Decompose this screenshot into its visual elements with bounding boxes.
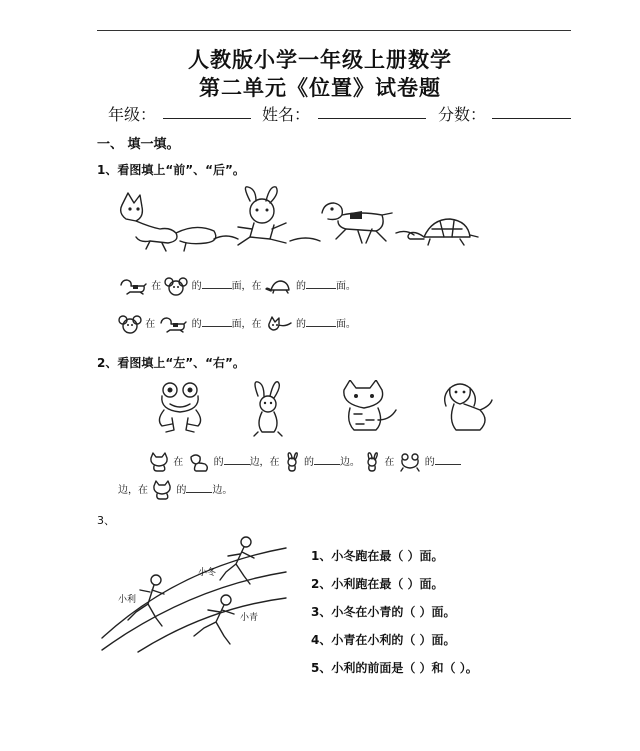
q2-row1 [148, 452, 461, 472]
q3-runners-illustration [98, 528, 290, 654]
puppy-figure [445, 384, 492, 430]
frog-figure [159, 383, 200, 432]
top-rule [97, 30, 571, 31]
puppy-icon [186, 452, 210, 472]
answer-blank[interactable] [224, 455, 250, 465]
q3-item-2: 2、小利跑在最（ ）面。 [311, 577, 444, 591]
bian-text: 边。 [339, 457, 360, 468]
q2-animals-illustration [150, 380, 510, 440]
answer-blank[interactable] [306, 317, 336, 327]
answer-blank[interactable] [186, 483, 212, 493]
de-text: 的 [213, 457, 224, 468]
score-blank[interactable] [492, 118, 571, 119]
name-label: 姓名： [262, 105, 311, 124]
mouse-icon [164, 276, 188, 296]
q3-item-3: 3、小冬在小青的（ ）面。 [311, 605, 456, 619]
mian-text: 面。 [335, 319, 356, 330]
fox-figure [121, 193, 216, 251]
cat-figure [344, 380, 396, 430]
cat-icon [148, 452, 170, 472]
zai-text: 在 [151, 281, 162, 292]
de-text: 的 [176, 485, 187, 496]
mian-text: 面。 [335, 281, 356, 292]
q2-row2 [118, 480, 232, 500]
rabbit-figure [238, 187, 286, 245]
label-xiaoqing: 小青 [240, 613, 259, 623]
zai-text: 在 [173, 457, 184, 468]
mouse-icon [118, 314, 142, 334]
turtle-figure [408, 219, 478, 245]
q1-row2 [118, 314, 356, 334]
mian-text: 面，在 [231, 319, 262, 330]
bian-text: 边。 [212, 485, 233, 496]
answer-blank[interactable] [306, 279, 336, 289]
q1-row1 [118, 276, 356, 296]
runner-xiaodong [220, 537, 254, 584]
de-text: 的 [295, 319, 306, 330]
answer-blank[interactable] [202, 279, 232, 289]
frog-icon [398, 452, 422, 472]
de-text: 的 [295, 281, 306, 292]
answer-blank[interactable] [202, 317, 232, 327]
mian-text: 面，在 [231, 281, 262, 292]
page-subtitle: 第二单元《位置》试卷题 [199, 75, 441, 100]
answer-blank[interactable] [435, 455, 461, 465]
zai-text: 在 [145, 319, 156, 330]
question-2-title: 2、看图填上“左”、“右”。 [97, 356, 245, 370]
bian-text: 边，在 [249, 457, 280, 468]
fox-icon [265, 315, 293, 333]
question-1-title: 1、看图填上“前”、“后”。 [97, 163, 245, 177]
page-title: 人教版小学一年级上册数学 [188, 47, 452, 72]
rabbit-icon [363, 452, 381, 472]
cat-icon [151, 480, 173, 500]
dog-icon [158, 315, 188, 333]
grade-blank[interactable] [163, 118, 251, 119]
score-label: 分数： [438, 105, 487, 124]
de-text: 的 [424, 457, 435, 468]
grade-label: 年级： [108, 105, 157, 124]
dog-icon [118, 277, 148, 295]
section-heading: 一、 填一填。 [97, 137, 180, 152]
de-text: 的 [191, 281, 202, 292]
q3-item-5: 5、小利的前面是（ ）和（ ）。 [311, 661, 478, 675]
dog-figure [322, 203, 392, 243]
zai-text: 在 [384, 457, 395, 468]
question-3-number: 3、 [97, 514, 115, 527]
rabbit-icon [283, 452, 301, 472]
label-xiaodong: 小冬 [198, 568, 217, 578]
de-text: 的 [303, 457, 314, 468]
q3-item-4: 4、小青在小利的（ ）面。 [311, 633, 456, 647]
runner-xiaoqing [194, 595, 234, 644]
label-xiaoli: 小利 [118, 595, 137, 605]
turtle-icon [265, 278, 293, 294]
q1-animals-illustration [110, 183, 480, 255]
name-blank[interactable] [318, 118, 426, 119]
bian-text: 边，在 [118, 485, 148, 496]
rabbit-figure [254, 382, 282, 436]
de-text: 的 [191, 319, 202, 330]
q3-item-1: 1、小冬跑在最（ ）面。 [311, 549, 444, 563]
answer-blank[interactable] [314, 455, 340, 465]
